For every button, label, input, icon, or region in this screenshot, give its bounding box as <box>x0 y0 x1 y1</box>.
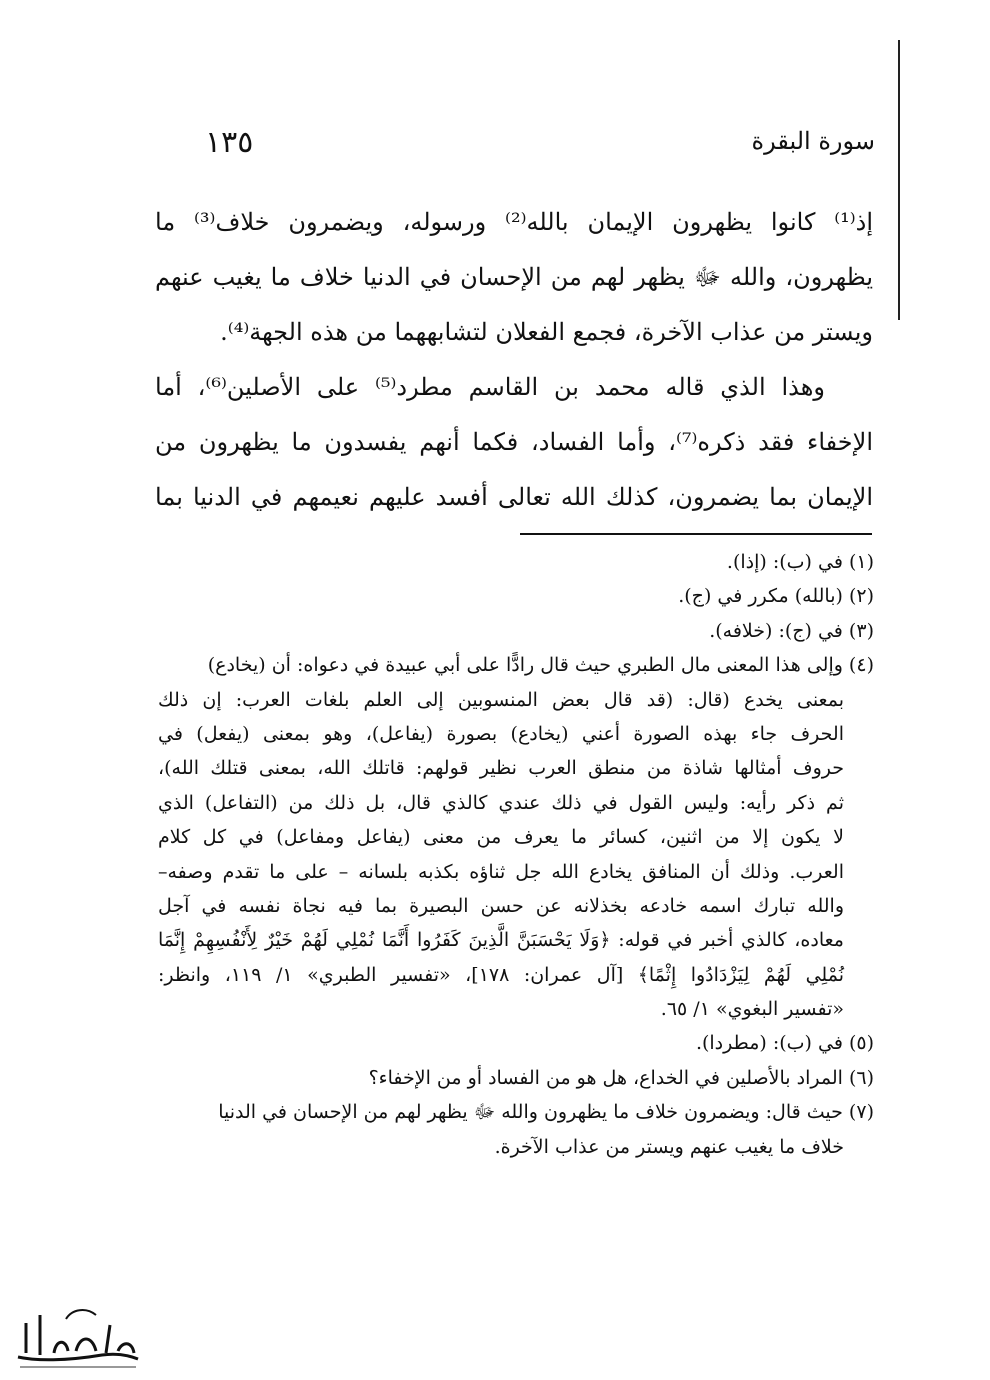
footnote-line: ثم ذكر رأيه: وليس القول في ذلك عندي كالذي قال، بل ذلك من (التفاعل) الذي <box>158 791 844 814</box>
main-text-line: يظهرون، والله ﷻ يظهر لهم من الإحسان في الدنيا خلاف ما يغيب عنهم <box>155 263 873 291</box>
footnote-line: لا يكون إلا من اثنين، كسائر ما يعرف من معنى (يفاعل ومفاعل) في كل كلام <box>158 826 844 849</box>
footnote-line: بمعنى يخدع (قال: (قد قال بعض المنسوبين إلى العلم بلغات العرب: إن ذلك <box>158 688 844 711</box>
footnote-line: خلاف ما يغيب عنهم ويستر من عذاب الآخرة. <box>494 1135 844 1158</box>
watermark-logo <box>6 1295 146 1375</box>
main-text-line: ويستر من عذاب الآخرة، فجمع الفعلان لتشابههما من هذه الجهة⁽⁴⁾. <box>220 318 873 346</box>
main-text-line: الإخفاء فقد ذكره⁽⁷⁾، وأما الفساد، فكما أنهم يفسدون ما يظهرون من <box>155 428 873 456</box>
main-text-line: الإيمان بما يضمرون، كذلك الله تعالى أفسد عليهم نعيمهم في الدنيا بما <box>155 483 873 511</box>
footnote-line: (٢) (بالله) مكرر في (ج). <box>678 585 874 608</box>
footnote-line: (٦) المراد بالأصلين في الخداع، هل هو من الفساد أو من الإخفاء؟ <box>368 1066 874 1089</box>
footnote-line: (٣) في (ج): (خلافه). <box>709 619 874 642</box>
footnote-line: (٤) وإلى هذا المعنى مال الطبري حيث قال رادًّا على أبي عبيدة في دعواه: أن (يخادع) <box>207 654 874 677</box>
footnote-line: معاده، كالذي أخبر في قوله: ﴿وَلَا يَحْسَبَنَّ الَّذِينَ كَفَرُوا أَنَّمَا نُمْلِي لَهُمْ خَيْرٌ لِأَنْفُسِهِمْ إِنَّمَا <box>158 929 844 952</box>
main-text-line: إذ⁽¹⁾ كانوا يظهرون الإيمان بالله⁽²⁾ ورسوله، ويضمرون خلاف⁽³⁾ ما <box>155 208 873 236</box>
page-number: ١٣٥ <box>205 125 254 160</box>
main-text-line: وهذا الذي قاله محمد بن القاسم مطرد⁽⁵⁾ على الأصلين⁽⁶⁾، أما <box>155 373 825 401</box>
page-header <box>205 125 875 165</box>
footnote-line: (١) في (ب): (إذا). <box>726 551 874 573</box>
footnote-line: (٧) حيث قال: ويضمرون خلاف ما يظهرون والله ﷻ يظهر لهم من الإحسان في الدنيا <box>218 1101 874 1124</box>
footnote-line: الحرف جاء بهذه الصورة أعني (يخادع) بصورة (يفاعل)، وهو بمعنى (يفعل) في <box>158 722 844 745</box>
footnote-line: «تفسير البغوي» ١/ ٦٥. <box>660 998 844 1021</box>
footnote-line: (٥) في (ب): (مطردا). <box>695 1032 874 1055</box>
footnote-separator <box>520 533 872 535</box>
page-edge-line <box>898 40 900 320</box>
surah-title: سورة البقرة <box>751 127 875 155</box>
footnote-line: العرب. وذلك أن المنافق يخادع الله جل ثناؤه بكذبه بلسانه – على ما تقدم وصفه– <box>158 860 844 883</box>
footnotes <box>158 545 874 1164</box>
footnote-line: حروف أمثالها شاذة من منطق العرب نظير قولهم: قاتلك الله، بمعنى قتلك الله)، <box>158 757 844 780</box>
footnote-line: نُمْلِي لَهُمْ لِيَزْدَادُوا إِثْمًا﴾ [آل عمران: ١٧٨]، «تفسير الطبري» ١/ ١١٩، وانظر: <box>158 963 844 986</box>
footnote-line: والله تبارك اسمه خادعه بخذلانه عن حسن البصيرة بما فيه نجاة نفسه في آجل <box>158 894 844 917</box>
main-text <box>155 195 873 525</box>
